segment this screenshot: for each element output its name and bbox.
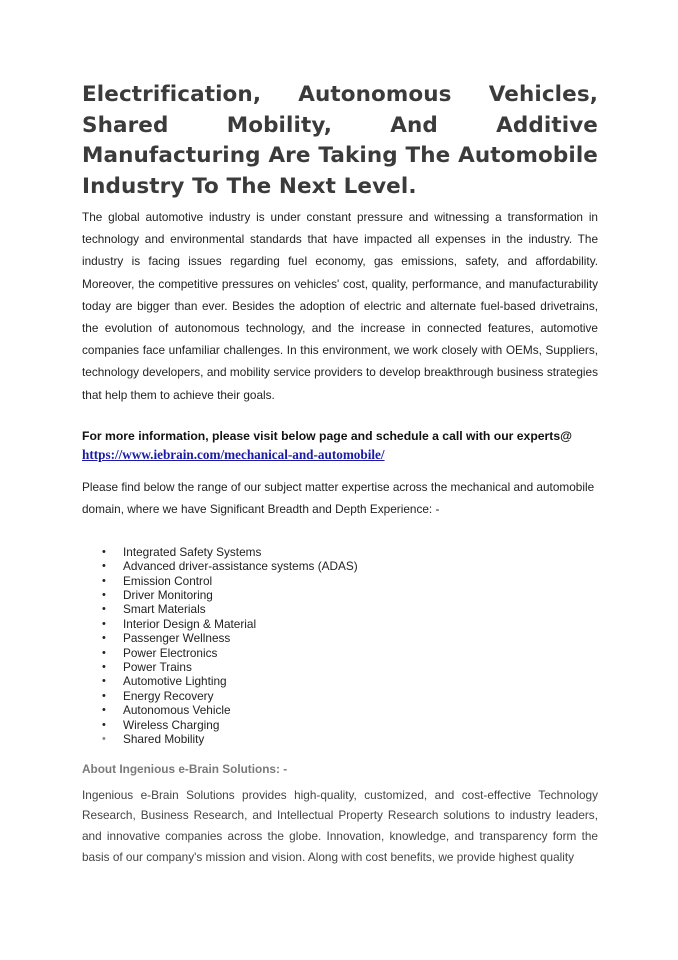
list-item xyxy=(102,544,598,559)
list-item xyxy=(102,645,598,660)
bullet-icon: • xyxy=(102,603,106,616)
list-item xyxy=(102,717,598,732)
bullet-icon: • xyxy=(102,574,106,587)
list-item-label: Driver Monitoring xyxy=(123,588,213,603)
list-item-label: Smart Materials xyxy=(123,602,206,617)
bullet-icon: • xyxy=(102,560,106,573)
list-item-label: Emission Control xyxy=(123,573,213,588)
list-item-label: Shared Mobility xyxy=(123,732,205,747)
document-title: Electrification, Autonomous Vehicles, Shared Mobility, And Additive Manufacturing Are Taking The Automobile Industry To The Next Level. xyxy=(82,82,598,199)
list-item-label: Energy Recovery xyxy=(123,688,214,703)
about-paragraph: Ingenious e-Brain Solutions provides high-quality, customized, and cost-effective Technology Research, Business Research, and Intellectual Property Research solutions to industry leaders, and innovative companies across the globe. Innovation, knowledge, and transparency form the basis of our company's mission and vision. Along with cost benefits, we provide highest quality xyxy=(82,787,598,864)
list-item-label: Power Electronics xyxy=(123,645,218,660)
automobile-page-link[interactable]: https://www.iebrain.com/mechanical-and-automobile/ xyxy=(82,446,385,462)
bullet-icon: • xyxy=(102,733,106,746)
list-item xyxy=(102,660,598,675)
list-item xyxy=(102,703,598,718)
list-item-label: Advanced driver-assistance systems (ADAS) xyxy=(123,559,358,574)
list-item-label: Wireless Charging xyxy=(123,717,220,732)
bullet-icon: • xyxy=(102,661,106,674)
info-line xyxy=(82,427,598,465)
list-item xyxy=(102,573,598,588)
info-text: For more information, please visit below page and schedule a call with our experts@ xyxy=(82,428,573,443)
list-item-label: Power Trains xyxy=(123,660,192,675)
expertise-intro: Please find below the range of our subject matter expertise across the mechanical and automobile domain, where we have Significant Breadth and Depth Experience: - xyxy=(82,479,595,517)
list-item-label: Automotive Lighting xyxy=(123,674,227,689)
list-item xyxy=(102,602,598,617)
bullet-icon: • xyxy=(102,718,106,731)
list-item xyxy=(102,616,598,631)
list-item xyxy=(102,732,598,747)
list-item xyxy=(102,674,598,689)
bullet-icon: • xyxy=(102,632,106,645)
list-item-label: Integrated Safety Systems xyxy=(123,544,262,559)
bullet-icon: • xyxy=(102,704,106,717)
bullet-icon: • xyxy=(102,646,106,659)
bullet-icon: • xyxy=(102,617,106,630)
document-page xyxy=(82,80,598,880)
intro-paragraph: The global automotive industry is under constant pressure and witnessing a transformation in technology and environmental standards that have impacted all expenses in the industry. The industry is facing issues regarding fuel economy, gas emissions, safety, and affordability. Moreover, the competitive pressures on vehicles' cost, quality, performance, and manufacturability today are bigger than ever. Besides the adoption of electric and alternate fuel-based drivetrains, the evolution of autonomous technology, and the increase in connected features, automotive companies face unfamiliar challenges. In this environment, we work closely with OEMs, Suppliers, technology developers, and mobility service providers to develop breakthrough business strategies that help them to achieve their goals. xyxy=(82,210,598,402)
bullet-icon: • xyxy=(102,545,106,558)
list-item xyxy=(102,559,598,574)
list-item-label: Interior Design & Material xyxy=(123,616,257,631)
list-item xyxy=(102,631,598,646)
list-item xyxy=(102,588,598,603)
list-item xyxy=(102,688,598,703)
about-heading: About Ingenious e-Brain Solutions: - xyxy=(82,761,288,776)
bullet-icon: • xyxy=(102,689,106,702)
list-item-label: Autonomous Vehicle xyxy=(123,703,231,718)
bullet-icon: • xyxy=(102,675,106,688)
expertise-list xyxy=(82,545,598,747)
bullet-icon: • xyxy=(102,589,106,602)
list-item-label: Passenger Wellness xyxy=(123,631,231,646)
